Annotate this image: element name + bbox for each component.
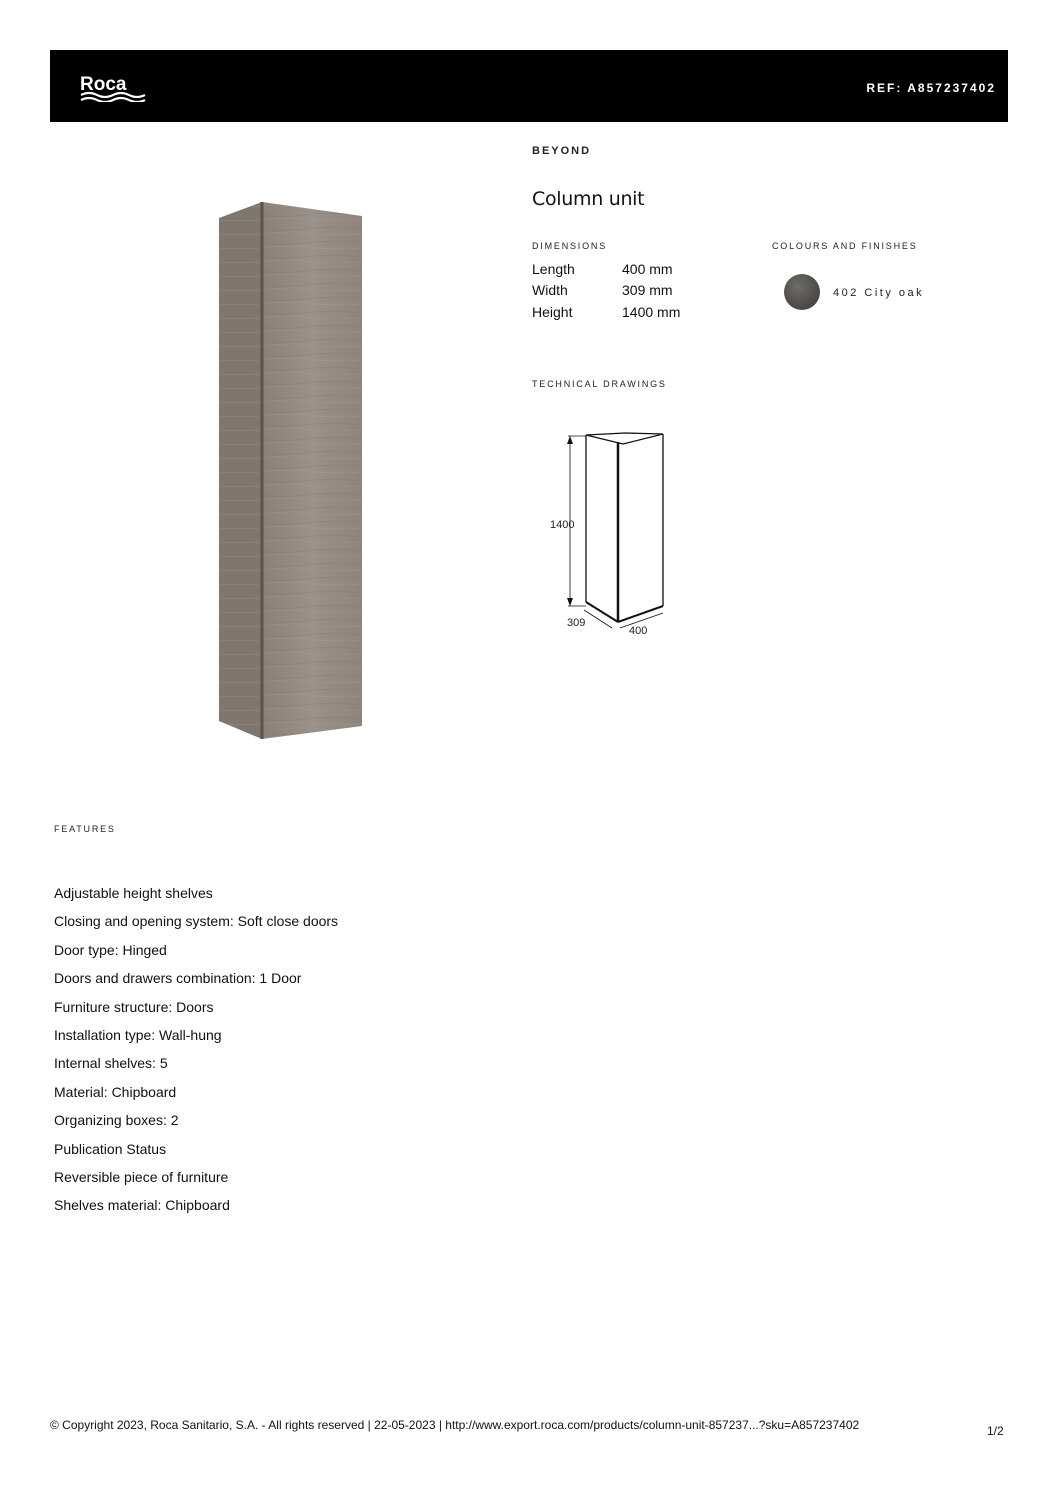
- feature-item: Shelves material: Chipboard: [54, 1197, 230, 1214]
- features-list: [54, 882, 338, 1223]
- technical-drawings-label: TECHNICAL DRAWINGS: [532, 379, 667, 389]
- dimension-row: [532, 258, 680, 280]
- dimension-name: Length: [532, 260, 575, 277]
- dimension-row: [532, 280, 680, 302]
- dimension-row: [532, 301, 680, 323]
- depth-dimension-label: 309: [567, 617, 586, 629]
- page-number: 1/2: [987, 1424, 1004, 1438]
- header-bar: [50, 50, 1008, 122]
- roca-logo: [80, 72, 146, 102]
- feature-item: Adjustable height shelves: [54, 885, 213, 901]
- feature-item: Door type: Hinged: [54, 941, 167, 958]
- dimension-name: Width: [532, 282, 568, 299]
- feature-item: Installation type: Wall-hung: [54, 1026, 222, 1043]
- width-dimension-label: 400: [629, 625, 648, 637]
- product-title: Column unit: [532, 188, 645, 210]
- dimensions-table: [532, 258, 680, 323]
- dimensions-label: DIMENSIONS: [532, 241, 608, 251]
- technical-drawing: [548, 420, 678, 645]
- reference-code: REF: A857237402: [866, 81, 996, 95]
- finish-swatch[interactable]: [784, 274, 820, 310]
- feature-item: Closing and opening system: Soft close doors: [54, 913, 339, 930]
- features-label: FEATURES: [54, 824, 116, 834]
- svg-text:Roca: Roca: [80, 74, 127, 95]
- dimension-name: Height: [532, 303, 573, 320]
- height-dimension-label: 1400: [550, 519, 575, 531]
- product-image: [212, 196, 372, 744]
- feature-item: Internal shelves: 5: [54, 1055, 168, 1072]
- dimension-value: 400 mm: [622, 260, 673, 277]
- feature-item: Doors and drawers combination: 1 Door: [54, 970, 302, 987]
- dimension-value: 1400 mm: [622, 303, 681, 320]
- finish-name: 402 City oak: [833, 287, 925, 299]
- feature-item: Material: Chipboard: [54, 1083, 177, 1100]
- feature-item: Organizing boxes: 2: [54, 1112, 179, 1129]
- collection-name: BEYOND: [532, 145, 592, 157]
- feature-item: Furniture structure: Doors: [54, 998, 214, 1015]
- footer-copyright: © Copyright 2023, Roca Sanitario, S.A. - All rights reserved | 22-05-2023 | http://www.export.roca.com/products/column-unit-857237...?sku=A857237402: [50, 1418, 860, 1432]
- dimension-value: 309 mm: [622, 282, 673, 299]
- finishes-label: COLOURS AND FINISHES: [772, 241, 918, 251]
- feature-item: Publication Status: [54, 1140, 167, 1157]
- feature-item: Reversible piece of furniture: [54, 1168, 229, 1185]
